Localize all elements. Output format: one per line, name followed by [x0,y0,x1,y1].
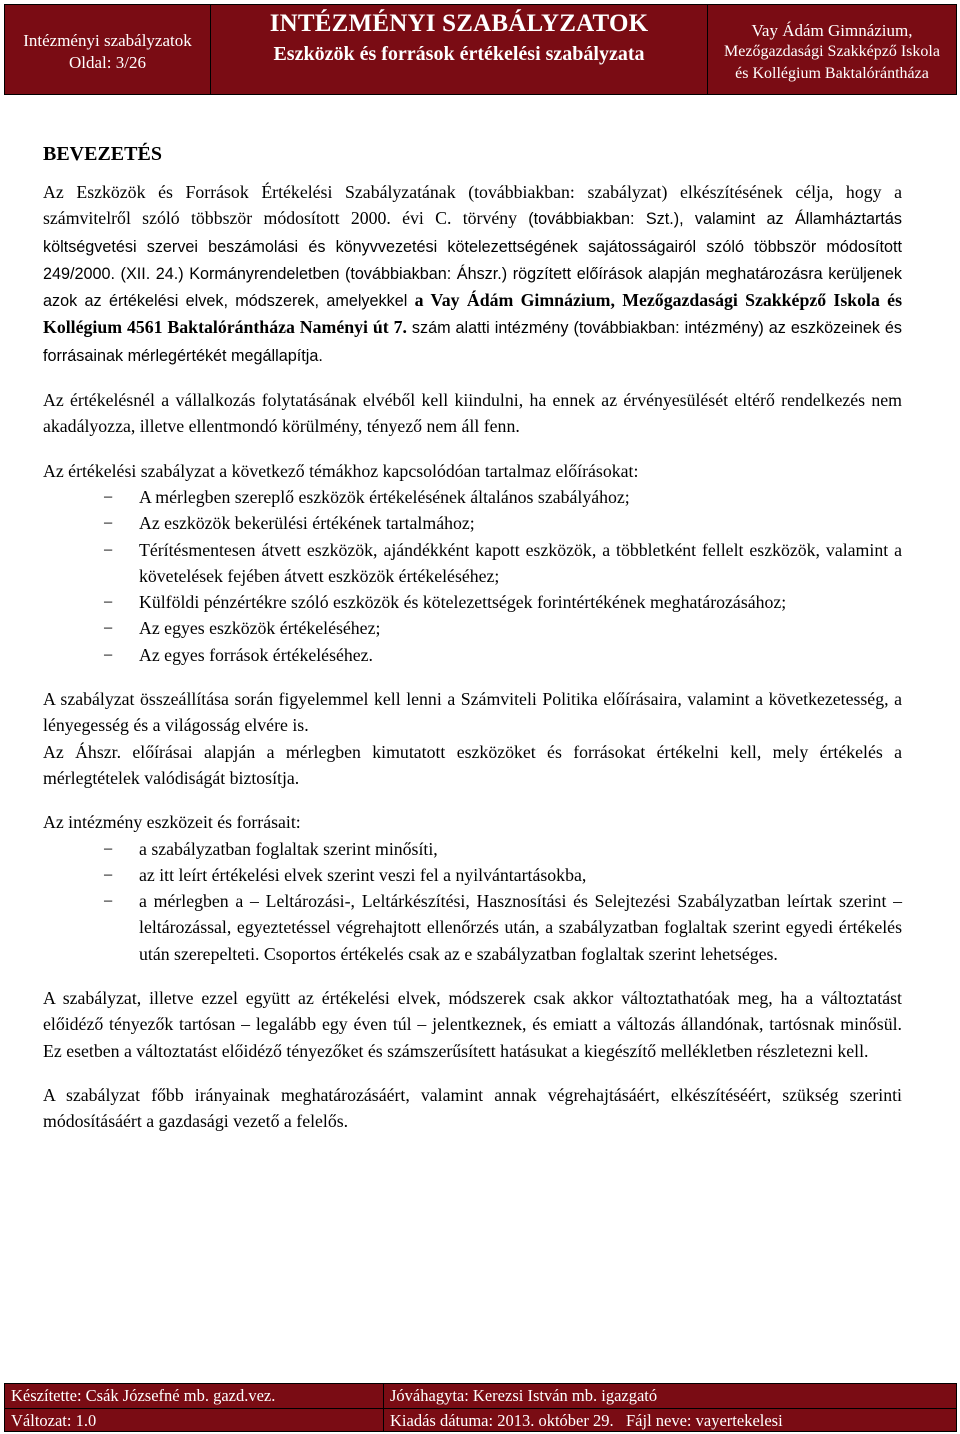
list-item: − Térítésmentesen átvett eszközök, ajándékként kapott eszközök, a többletként fellelt eszközök, valamint a követelések fejében átvett eszközök értékeléséhez; [103,539,902,586]
intro-text-part3: szám alatti intézmény (továbbiakban: intézmény) az eszközeinek és forrásainak mérlegértékét megállapítja. [43,319,902,365]
intro-paragraph [43,179,902,369]
header-title: INTÉZMÉNYI SZABÁLYZATOK [269,10,649,37]
list-item: − Külföldi pénzértékre szóló eszközök és kötelezettségek forintértékének meghatározásához; [103,592,787,613]
list-item: − a mérlegben a – Leltározási-, Leltárkészítési, Hasznosítási és Selejtezési Szabályzatban leírtak szerint – leltározással, egyeztetéssel végrehajtott ellenőrzés után, a szabályzatban foglaltak szerint egyedi értékelés után szerepelteti. Csoportos értékelés csak az e szabályzatban foglaltak szerint lehetséges. [103,891,902,964]
section-heading: BEVEZETÉS [43,143,162,165]
list-item: − az itt leírt értékelési elvek szerint veszi fel a nyilvántartásokba, [103,864,587,885]
footer-issue-file: Kiadás dátuma: 2013. október 29. Fájl neve: vayertekelesi [384,1408,956,1432]
header-institution-line3: és Kollégium Baktalórántháza [735,65,929,82]
assets-list [43,836,902,967]
header-institution-line2: Mezőgazdasági Szakképző Iskola [724,43,940,60]
footer-author: Készítette: Csák Józsefné mb. gazd.vez. [5,1384,384,1408]
paragraph-ahszr: Az Áhszr. előírásai alapján a mérlegben kimutatott eszközöket és forrásokat értékelni kell, mely értékelés a mérlegtételek valódiságát biztosítja. [43,741,902,788]
list-item: − Az egyes források értékeléséhez. [103,644,373,665]
document-body [43,141,902,1135]
list-item: − Az egyes eszközök értékeléséhez; [103,618,381,639]
paragraph-going-concern: Az értékelésnél a vállalkozás folytatásának elvéből kell kiindulni, ha ennek az érvényesülését eltérő rendelkezés nem akadályozza, illetve ellentmondó körülmény, tényező nem áll fenn. [43,390,902,437]
list-item: − Az eszközök bekerülési értékének tartalmához; [103,513,475,534]
paragraph-assets-intro: Az intézmény eszközeit és forrásait: [43,812,301,833]
list-item: − A mérlegben szereplő eszközök értékelésének általános szabályához; [103,486,630,507]
page-header [4,4,957,95]
topics-list [43,484,902,668]
header-page-number: Oldal: 3/26 [69,53,146,72]
header-subtitle: Eszközök és források értékelési szabályzata [273,43,645,65]
footer-approver: Jóváhagyta: Kerezsi István mb. igazgató [390,1386,658,1405]
paragraph-topics-intro: Az értékelési szabályzat a következő témákhoz kapcsolódóan tartalmaz előírásokat: [43,460,639,481]
footer-version: Változat: 1.0 [5,1408,384,1432]
paragraph-changes: A szabályzat, illetve ezzel együtt az értékelési elvek, módszerek csak akkor változtathatóak meg, ha a változtatást előidéző tényezők tartósan – legalább egy éven túl – jelentkeznek, és emiatt a változás állandónak, tartósnak minősül. Ez esetben a változtatást előidéző tényezőket és számszerűsített hatásukat a kiegészítő mellékletben részletezni kell. [43,988,902,1061]
header-doc-type: Intézményi szabályzatok [23,31,192,50]
intro-text-part1: Az Eszközök és Források Értékelési Szabályzatának (továbbiakban: szabályzat) elkészítésének célja, hogy a számvitelről szóló többször módosított 2000. évi C. törvény [43,182,902,229]
intro-text-part2: (továbbiakban: Szt.), valamint az Államháztartás költségvetési szervei beszámolási és könyvvezetési kötelezettségének sajátosságairól szóló többször módosított 249/2000. (XII. 24.) Kormányrendeletben (továbbiakban: Áhszr.) rögzített előírások alapján meghatározásra kerüljenek azok az értékelési elvek, módszerek, amelyekkel [43,210,903,311]
header-institution-line1: Vay Ádám Gimnázium, [751,21,913,40]
list-item: − a szabályzatban foglaltak szerint minősíti, [103,838,438,859]
header-right-cell [708,5,956,94]
header-center-cell [211,5,708,94]
institution-name: a Vay Ádám Gimnázium, Mezőgazdasági Szakképző Iskola és Kollégium 4561 Baktalórántháza Naményi út 7. [43,290,902,338]
paragraph-responsibility: A szabályzat főbb irányainak meghatározásáért, valamint annak végrehajtásáért, elkészítéséért, szükség szerinti módosításáért a gazdasági vezető a felelős. [43,1084,902,1132]
header-left-cell [5,5,211,94]
page-footer [4,1383,957,1432]
paragraph-accounting-policy: A szabályzat összeállítása során figyelemmel kell lenni a Számviteli Politika előírásaira, valamint a következetesség, a lényegesség és a világosság elvére is. [43,689,902,736]
